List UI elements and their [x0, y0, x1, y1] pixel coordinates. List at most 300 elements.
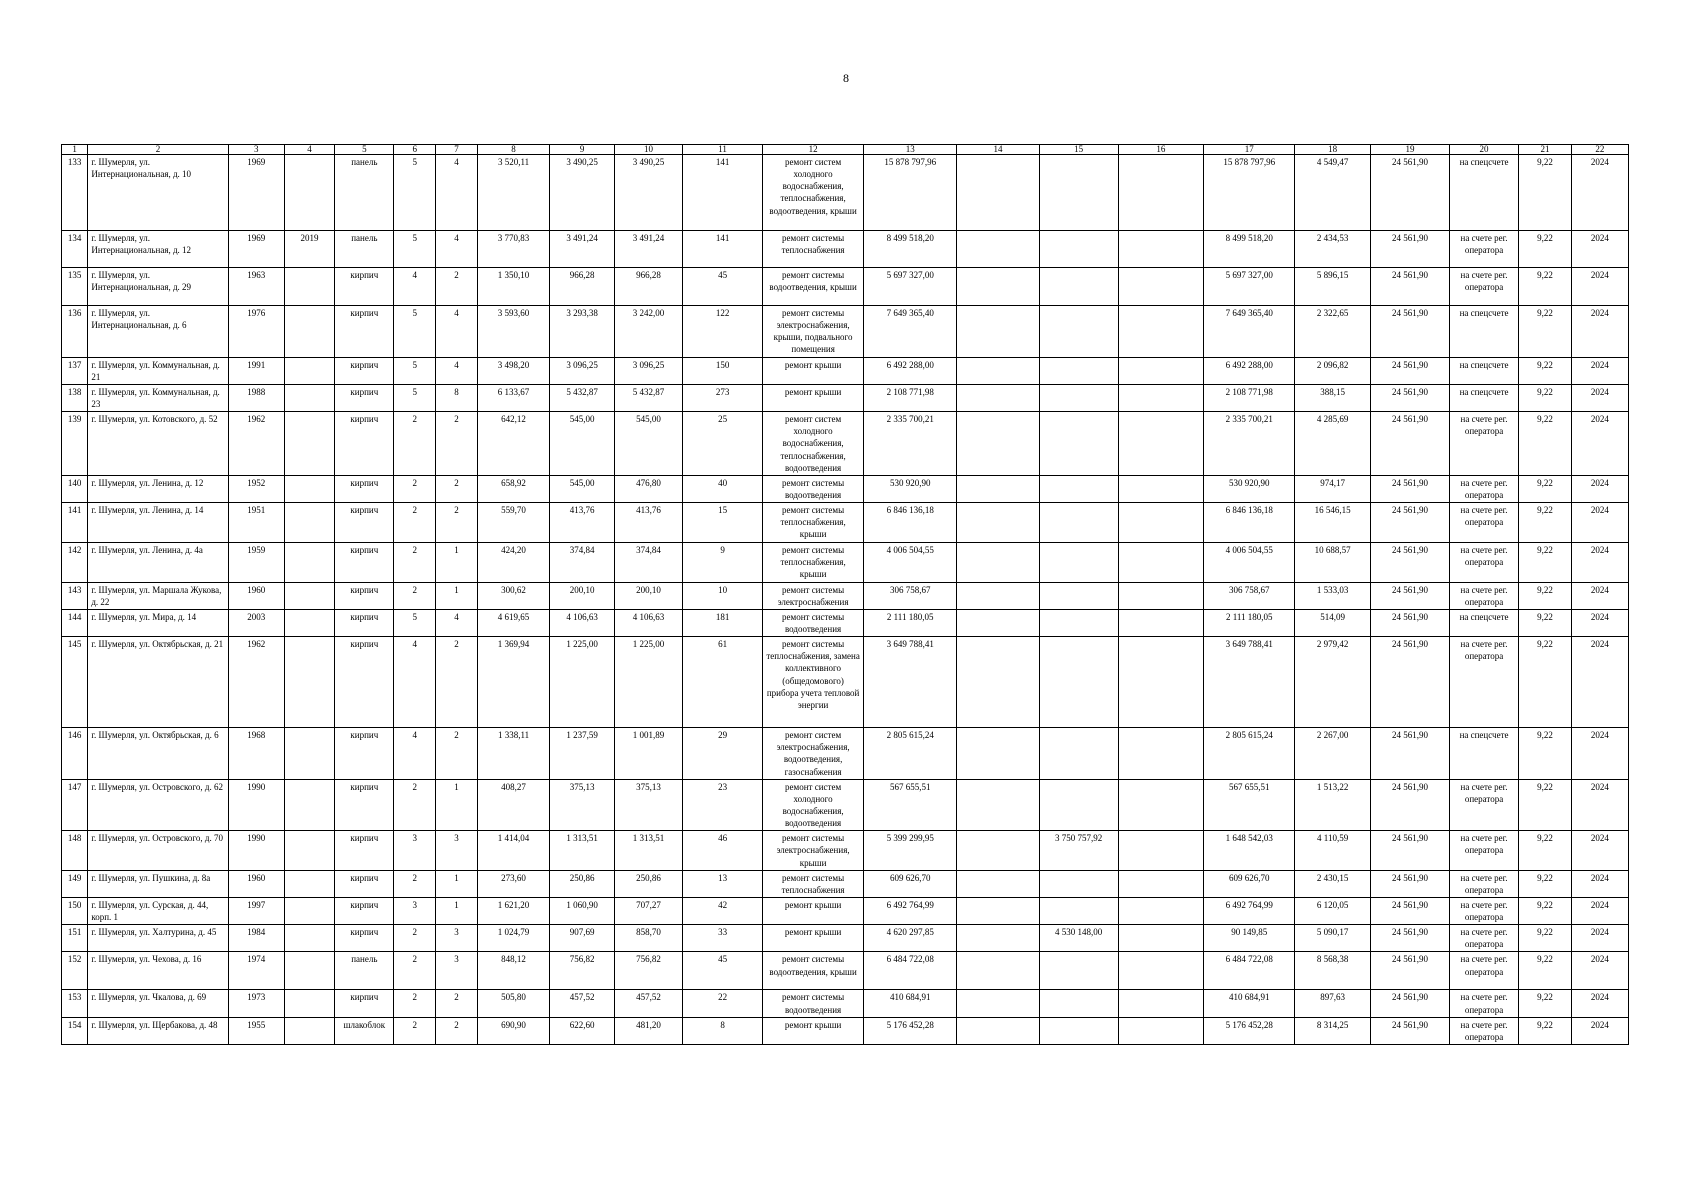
table-cell: 1963	[228, 268, 284, 306]
table-cell: 2019	[284, 231, 334, 268]
table-cell: 24 561,90	[1370, 1017, 1449, 1044]
table-cell: 300,62	[477, 582, 549, 609]
table-cell: 3 520,11	[477, 155, 549, 231]
table-cell: 141	[62, 503, 88, 542]
table-row	[62, 384, 1629, 411]
table-cell: ремонт системы теплоснабжения	[763, 231, 864, 268]
table-cell: 15 878 797,96	[1204, 155, 1295, 231]
table-cell: на спецсчете	[1449, 155, 1518, 231]
table-cell: ремонт системы теплоснабжения, замена коллективного (общедомового) прибора учета тепловой энергии	[763, 637, 864, 728]
table-cell	[284, 268, 334, 306]
table-cell	[957, 897, 1039, 924]
table-cell: 2	[436, 268, 478, 306]
table-cell: 609 626,70	[1204, 870, 1295, 897]
table-cell: 1 369,94	[477, 637, 549, 728]
table-cell: ремонт систем холодного водоснабжения, теплоснабжения, водоотведения	[763, 412, 864, 476]
table-cell: на счете рег. оператора	[1449, 897, 1518, 924]
table-cell: 609 626,70	[864, 870, 957, 897]
table-cell: 2024	[1571, 637, 1628, 728]
table-cell: кирпич	[335, 925, 394, 952]
table-cell	[1039, 897, 1118, 924]
column-number-row	[62, 145, 1629, 155]
table-cell: 150	[62, 897, 88, 924]
table-cell: кирпич	[335, 268, 394, 306]
table-cell: на счете рег. оператора	[1449, 475, 1518, 502]
table-cell: 140	[62, 475, 88, 502]
table-cell: на счете рег. оператора	[1449, 582, 1518, 609]
table-cell: ремонт системы электроснабжения	[763, 582, 864, 609]
table-cell	[1118, 952, 1204, 990]
table-cell: ремонт системы водоотведения	[763, 475, 864, 502]
table-cell: 147	[62, 779, 88, 831]
table-cell: 42	[683, 897, 763, 924]
table-cell: 24 561,90	[1370, 306, 1449, 358]
table-cell: 2024	[1571, 897, 1628, 924]
table-cell: 457,52	[614, 990, 682, 1017]
table-cell: 6 492 764,99	[1204, 897, 1295, 924]
table-cell: 388,15	[1295, 384, 1371, 411]
column-header: 22	[1571, 145, 1628, 155]
table-cell	[957, 268, 1039, 306]
table-cell: 24 561,90	[1370, 609, 1449, 636]
table-cell: 24 561,90	[1370, 637, 1449, 728]
table-cell: 1960	[228, 582, 284, 609]
table-cell: 476,80	[614, 475, 682, 502]
table-cell	[957, 870, 1039, 897]
table-cell	[957, 306, 1039, 358]
table-cell: 1 060,90	[550, 897, 615, 924]
table-cell: 24 561,90	[1370, 357, 1449, 384]
table-cell: 8	[683, 1017, 763, 1044]
table-cell: 16 546,15	[1295, 503, 1371, 542]
column-header: 8	[477, 145, 549, 155]
table-cell	[284, 779, 334, 831]
table-cell: 306 758,67	[864, 582, 957, 609]
table-cell	[1118, 779, 1204, 831]
table-cell: 2024	[1571, 728, 1628, 780]
table-cell: 2	[436, 637, 478, 728]
table-cell: кирпич	[335, 542, 394, 582]
table-cell: 375,13	[614, 779, 682, 831]
table-cell: 707,27	[614, 897, 682, 924]
table-cell: 4 006 504,55	[1204, 542, 1295, 582]
table-cell: 24 561,90	[1370, 582, 1449, 609]
table-cell: 4 619,65	[477, 609, 549, 636]
table-cell: 8	[436, 384, 478, 411]
table-cell: 3 293,38	[550, 306, 615, 358]
table-cell	[957, 155, 1039, 231]
table-cell: 5 090,17	[1295, 925, 1371, 952]
table-cell: 8 499 518,20	[1204, 231, 1295, 268]
table-cell	[284, 475, 334, 502]
table-cell: 24 561,90	[1370, 268, 1449, 306]
table-cell: 40	[683, 475, 763, 502]
table-cell: 250,86	[550, 870, 615, 897]
table-cell	[1039, 155, 1118, 231]
table-row	[62, 870, 1629, 897]
table-cell	[284, 542, 334, 582]
table-cell: кирпич	[335, 728, 394, 780]
table-cell: 966,28	[550, 268, 615, 306]
table-cell: 5 432,87	[550, 384, 615, 411]
table-cell: 144	[62, 609, 88, 636]
table-cell	[1039, 609, 1118, 636]
table-cell: 2	[394, 503, 436, 542]
table-cell	[284, 831, 334, 870]
table-cell: 141	[683, 231, 763, 268]
table-cell	[284, 925, 334, 952]
table-cell	[1118, 637, 1204, 728]
table-cell: 1 533,03	[1295, 582, 1371, 609]
table-cell	[1039, 503, 1118, 542]
table-cell	[1039, 306, 1118, 358]
table-cell: 2	[394, 870, 436, 897]
column-header: 11	[683, 145, 763, 155]
table-cell: 2	[394, 1017, 436, 1044]
table-cell	[284, 990, 334, 1017]
table-cell: 6 484 722,08	[1204, 952, 1295, 990]
column-header: 2	[88, 145, 228, 155]
table-cell: г. Шумерля, ул. Островского, д. 62	[88, 779, 228, 831]
table-cell: 61	[683, 637, 763, 728]
table-cell: 9,22	[1519, 384, 1572, 411]
table-cell: 29	[683, 728, 763, 780]
table-cell	[284, 609, 334, 636]
table-cell: г. Шумерля, ул. Октябрьская, д. 6	[88, 728, 228, 780]
table-cell: 1962	[228, 637, 284, 728]
table-cell: 3	[436, 831, 478, 870]
table-cell: 1 513,22	[1295, 779, 1371, 831]
table-cell: на спецсчете	[1449, 384, 1518, 411]
table-cell: 24 561,90	[1370, 952, 1449, 990]
table-cell: 375,13	[550, 779, 615, 831]
table-cell	[284, 357, 334, 384]
table-row	[62, 1017, 1629, 1044]
table-cell: ремонт крыши	[763, 1017, 864, 1044]
table-cell: 45	[683, 268, 763, 306]
table-cell	[1118, 728, 1204, 780]
table-cell: 9,22	[1519, 779, 1572, 831]
page-number: 8	[843, 71, 849, 85]
table-cell	[1118, 268, 1204, 306]
table-cell: 4 106,63	[550, 609, 615, 636]
table-cell: 545,00	[614, 412, 682, 476]
table-cell	[957, 357, 1039, 384]
table-cell: 5	[394, 155, 436, 231]
table-cell: 8 499 518,20	[864, 231, 957, 268]
table-cell: 2	[436, 728, 478, 780]
table-cell: 134	[62, 231, 88, 268]
table-cell: 6 120,05	[1295, 897, 1371, 924]
table-cell: 2024	[1571, 990, 1628, 1017]
table-cell: 2024	[1571, 412, 1628, 476]
table-cell: кирпич	[335, 831, 394, 870]
table-cell: 1 237,59	[550, 728, 615, 780]
table-row	[62, 582, 1629, 609]
table-row	[62, 779, 1629, 831]
table-cell: г. Шумерля, ул. Чехова, д. 16	[88, 952, 228, 990]
table-cell: 1 001,89	[614, 728, 682, 780]
table-row	[62, 609, 1629, 636]
table-cell: 149	[62, 870, 88, 897]
table-cell: 2	[436, 1017, 478, 1044]
table-cell: г. Шумерля, ул. Халтурина, д. 45	[88, 925, 228, 952]
table-cell: 5	[394, 357, 436, 384]
table-cell: 2024	[1571, 831, 1628, 870]
table-cell: 3 490,25	[614, 155, 682, 231]
table-cell: 374,84	[614, 542, 682, 582]
table-cell: на счете рег. оператора	[1449, 870, 1518, 897]
table-cell	[1039, 990, 1118, 1017]
table-cell: 13	[683, 870, 763, 897]
table-cell: 6 484 722,08	[864, 952, 957, 990]
table-cell: ремонт системы электроснабжения, крыши, подвального помещения	[763, 306, 864, 358]
table-cell: 3 649 788,41	[864, 637, 957, 728]
table-cell: 24 561,90	[1370, 384, 1449, 411]
table-cell: ремонт крыши	[763, 897, 864, 924]
table-cell: 2024	[1571, 542, 1628, 582]
table-cell: 1955	[228, 1017, 284, 1044]
table-cell: 9,22	[1519, 357, 1572, 384]
table-cell	[957, 952, 1039, 990]
table-cell: 9,22	[1519, 990, 1572, 1017]
table-cell: 1976	[228, 306, 284, 358]
column-header: 19	[1370, 145, 1449, 155]
table-cell	[1039, 870, 1118, 897]
table-cell: 1 648 542,03	[1204, 831, 1295, 870]
table-cell: 24 561,90	[1370, 990, 1449, 1017]
table-cell: на счете рег. оператора	[1449, 779, 1518, 831]
table-cell: 5	[394, 306, 436, 358]
table-cell: г. Шумерля, ул. Котовского, д. 52	[88, 412, 228, 476]
table-cell: 15	[683, 503, 763, 542]
table-cell: 3 096,25	[550, 357, 615, 384]
table-row	[62, 990, 1629, 1017]
table-cell: 2024	[1571, 582, 1628, 609]
column-header: 7	[436, 145, 478, 155]
table-cell: 858,70	[614, 925, 682, 952]
table-cell: ремонт системы теплоснабжения	[763, 870, 864, 897]
table-cell: 545,00	[550, 475, 615, 502]
table-cell: 24 561,90	[1370, 925, 1449, 952]
table-cell: 2003	[228, 609, 284, 636]
column-header: 15	[1039, 145, 1118, 155]
table-cell	[957, 637, 1039, 728]
table-row	[62, 925, 1629, 952]
table-cell	[1039, 582, 1118, 609]
table-cell: 1 313,51	[550, 831, 615, 870]
table-cell: 2	[436, 990, 478, 1017]
table-cell: 3 490,25	[550, 155, 615, 231]
table-cell: 1 621,20	[477, 897, 549, 924]
table-cell	[1039, 412, 1118, 476]
table-cell: 306 758,67	[1204, 582, 1295, 609]
table-cell	[1039, 542, 1118, 582]
table-cell: 413,76	[614, 503, 682, 542]
table-cell: 150	[683, 357, 763, 384]
table-cell: 424,20	[477, 542, 549, 582]
table-cell: 1973	[228, 990, 284, 1017]
table-cell: ремонт крыши	[763, 357, 864, 384]
table-cell: 2 979,42	[1295, 637, 1371, 728]
table-cell	[284, 306, 334, 358]
table-cell: 1991	[228, 357, 284, 384]
table-cell: 481,20	[614, 1017, 682, 1044]
table-cell: 4 006 504,55	[864, 542, 957, 582]
table-cell: 145	[62, 637, 88, 728]
table-cell: г. Шумерля, ул. Пушкина, д. 8а	[88, 870, 228, 897]
table-cell: кирпич	[335, 990, 394, 1017]
table-cell	[1118, 155, 1204, 231]
table-cell: 4 620 297,85	[864, 925, 957, 952]
table-cell: 24 561,90	[1370, 779, 1449, 831]
table-cell	[1039, 268, 1118, 306]
table-cell: 1990	[228, 831, 284, 870]
table-cell	[1118, 357, 1204, 384]
table-cell	[957, 231, 1039, 268]
table-cell: 2	[436, 503, 478, 542]
table-cell: г. Шумерля, ул. Интернациональная, д. 12	[88, 231, 228, 268]
table-cell	[957, 475, 1039, 502]
table-cell: 2	[436, 475, 478, 502]
table-cell: 2	[394, 990, 436, 1017]
table-cell: ремонт системы теплоснабжения, крыши	[763, 542, 864, 582]
table-row	[62, 897, 1629, 924]
table-cell: 1968	[228, 728, 284, 780]
table-cell: 505,80	[477, 990, 549, 1017]
table-cell: 1	[436, 897, 478, 924]
table-cell: 9,22	[1519, 155, 1572, 231]
table-row	[62, 475, 1629, 502]
table-cell: 5 176 452,28	[864, 1017, 957, 1044]
table-cell: 756,82	[550, 952, 615, 990]
table-cell: 9,22	[1519, 831, 1572, 870]
table-cell: 1969	[228, 231, 284, 268]
table-cell: 22	[683, 990, 763, 1017]
table-cell: 1 350,10	[477, 268, 549, 306]
table-cell	[1039, 637, 1118, 728]
table-cell	[957, 384, 1039, 411]
table-cell: кирпич	[335, 503, 394, 542]
table-cell: г. Шумерля, ул. Сурская, д. 44, корп. 1	[88, 897, 228, 924]
table-cell: 154	[62, 1017, 88, 1044]
table-cell: 1969	[228, 155, 284, 231]
table-row	[62, 831, 1629, 870]
table-cell: на спецсчете	[1449, 306, 1518, 358]
table-cell: г. Шумерля, ул. Октябрьская, д. 21	[88, 637, 228, 728]
table-cell: 9,22	[1519, 728, 1572, 780]
column-header: 20	[1449, 145, 1518, 155]
table-cell: 2024	[1571, 952, 1628, 990]
table-cell: 250,86	[614, 870, 682, 897]
table-cell: 2024	[1571, 1017, 1628, 1044]
table-cell: 2024	[1571, 306, 1628, 358]
table-cell: 9	[683, 542, 763, 582]
table-row	[62, 503, 1629, 542]
table-cell: 2 805 615,24	[1204, 728, 1295, 780]
table-cell: 4 285,69	[1295, 412, 1371, 476]
table-cell: 1960	[228, 870, 284, 897]
table-cell: 9,22	[1519, 268, 1572, 306]
table-cell: г. Шумерля, ул. Маршала Жукова, д. 22	[88, 582, 228, 609]
table-row	[62, 952, 1629, 990]
table-cell: г. Шумерля, ул. Щербакова, д. 48	[88, 1017, 228, 1044]
table-cell: 2	[394, 412, 436, 476]
table-cell: г. Шумерля, ул. Чкалова, д. 69	[88, 990, 228, 1017]
table-cell: 4	[436, 306, 478, 358]
table-cell: 15 878 797,96	[864, 155, 957, 231]
table-cell: 3 750 757,92	[1039, 831, 1118, 870]
table-cell: 7 649 365,40	[864, 306, 957, 358]
table-cell: кирпич	[335, 582, 394, 609]
table-cell: 1997	[228, 897, 284, 924]
table-cell: г. Шумерля, ул. Коммунальная, д. 21	[88, 357, 228, 384]
table-row	[62, 412, 1629, 476]
column-header: 12	[763, 145, 864, 155]
table-cell: 2024	[1571, 925, 1628, 952]
table-cell: 90 149,85	[1204, 925, 1295, 952]
table-cell: 410 684,91	[1204, 990, 1295, 1017]
table-cell: 200,10	[550, 582, 615, 609]
table-cell: 273,60	[477, 870, 549, 897]
table-cell	[1039, 231, 1118, 268]
table-cell: 137	[62, 357, 88, 384]
table-cell: 1974	[228, 952, 284, 990]
table-cell	[1039, 357, 1118, 384]
column-header: 16	[1118, 145, 1204, 155]
table-cell: г. Шумерля, ул. Мира, д. 14	[88, 609, 228, 636]
table-cell	[1118, 582, 1204, 609]
column-header: 9	[550, 145, 615, 155]
table-cell: кирпич	[335, 897, 394, 924]
table-cell: панель	[335, 952, 394, 990]
table-cell	[957, 412, 1039, 476]
table-cell: 153	[62, 990, 88, 1017]
table-cell: 4	[394, 637, 436, 728]
table-cell: 9,22	[1519, 306, 1572, 358]
table-cell: на счете рег. оператора	[1449, 925, 1518, 952]
table-cell: 1 225,00	[614, 637, 682, 728]
table-cell: 3	[436, 925, 478, 952]
table-cell: 1 338,11	[477, 728, 549, 780]
table-cell	[1118, 306, 1204, 358]
table-cell: 3 649 788,41	[1204, 637, 1295, 728]
table-cell: 1984	[228, 925, 284, 952]
table-cell: 2	[394, 582, 436, 609]
table-cell: 3 096,25	[614, 357, 682, 384]
table-cell: 4 106,63	[614, 609, 682, 636]
table-cell: ремонт систем электроснабжения, водоотведения, газоснабжения	[763, 728, 864, 780]
table-cell: 2024	[1571, 779, 1628, 831]
table-cell: 4 530 148,00	[1039, 925, 1118, 952]
table-cell	[284, 503, 334, 542]
table-cell: 9,22	[1519, 637, 1572, 728]
table-cell: 2 108 771,98	[1204, 384, 1295, 411]
table-cell	[284, 728, 334, 780]
table-cell: г. Шумерля, ул. Интернациональная, д. 6	[88, 306, 228, 358]
table-cell: 9,22	[1519, 897, 1572, 924]
table-cell: 6 133,67	[477, 384, 549, 411]
table-cell: 146	[62, 728, 88, 780]
table-cell: 1	[436, 582, 478, 609]
table-cell: 897,63	[1295, 990, 1371, 1017]
table-cell: 4 110,59	[1295, 831, 1371, 870]
table-cell	[1118, 1017, 1204, 1044]
table-cell	[1039, 728, 1118, 780]
table-cell: ремонт систем холодного водоснабжения, теплоснабжения, водоотведения, крыши	[763, 155, 864, 231]
table-cell: 1	[436, 779, 478, 831]
table-cell: г. Шумерля, ул. Интернациональная, д. 10	[88, 155, 228, 231]
